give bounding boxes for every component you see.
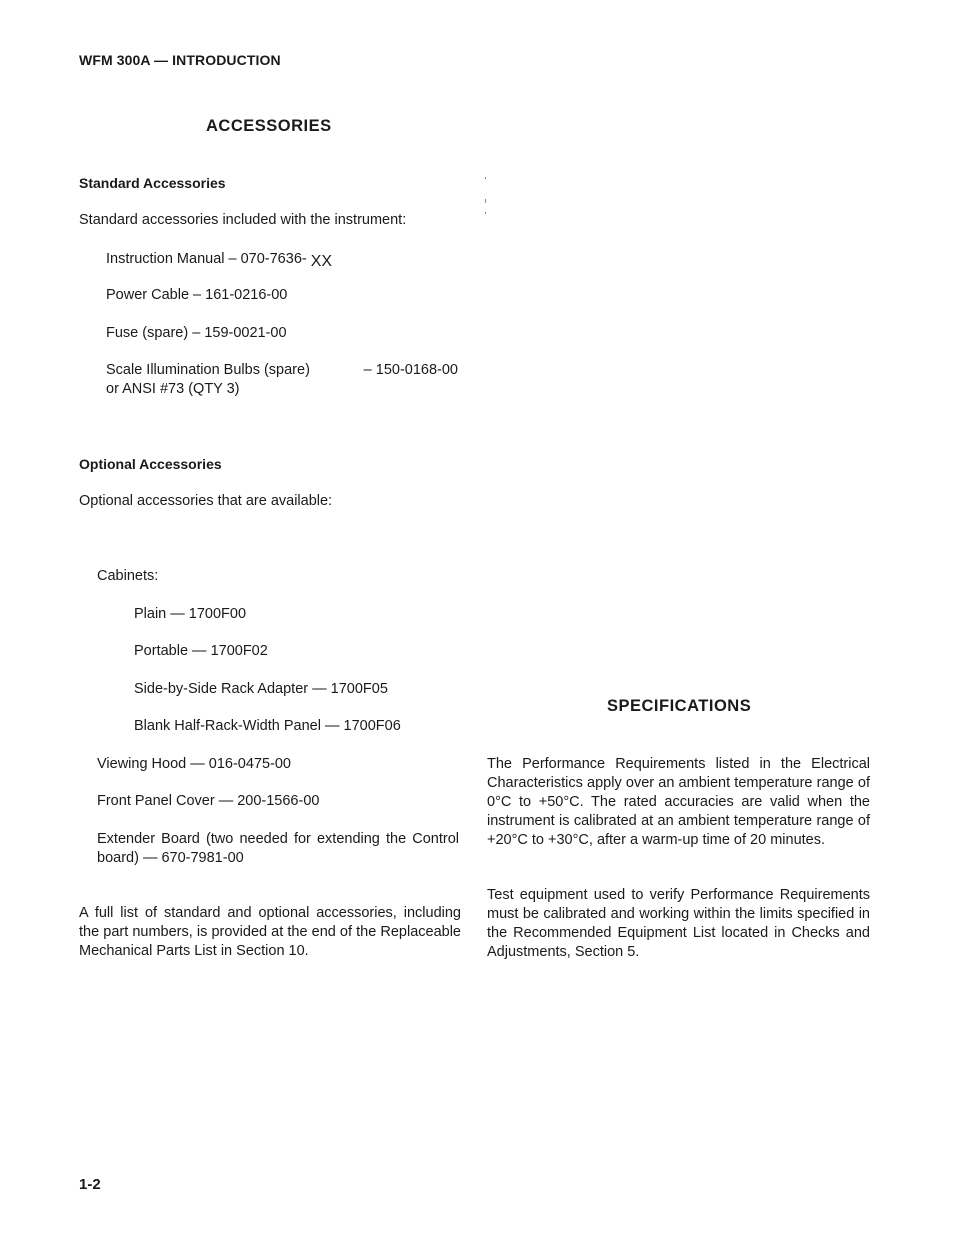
standard-accessories-heading: Standard Accessories	[79, 175, 226, 191]
instruction-manual-suffix: XX	[310, 253, 333, 270]
optional-accessories-heading: Optional Accessories	[79, 456, 222, 472]
optional-accessories-intro: Optional accessories that are available:	[79, 493, 333, 509]
bulbs-label: Scale Illumination Bulbs (spare)	[106, 362, 310, 378]
accessories-title: ACCESSORIES	[206, 117, 332, 135]
list-item-viewing-hood: Viewing Hood — 016-0475-00	[97, 756, 292, 772]
list-item-extender-board: Extender Board (two needed for extending the Control board) — 670-7981-00	[97, 831, 459, 866]
specifications-paragraph-1: The Performance Requirements listed in the Electrical Characteristics apply over an ambient temperature range of 0°C to +50°C. The rated accuracies are valid when the instrument is calibrated at an ambient temperature range of +20°C to +30°C, after a warm-up time of 20 minutes.	[487, 756, 870, 848]
bulbs-part-number: – 150-0168-00	[363, 362, 458, 378]
specifications-title: SPECIFICATIONS	[607, 697, 752, 715]
running-head: WFM 300A — INTRODUCTION	[79, 52, 281, 68]
full-list-paragraph: A full list of standard and optional accessories, including the part numbers, is provided at the end of the Replaceable Mechanical Parts List in Section 10.	[79, 905, 461, 959]
scan-speck	[485, 199, 486, 203]
scan-speck	[485, 177, 486, 179]
cabinets-label: Cabinets:	[97, 568, 159, 584]
list-item-cabinet-rack-adapter: Side-by-Side Rack Adapter — 1700F05	[134, 681, 388, 697]
list-item-cabinet-portable: Portable — 1700F02	[134, 643, 268, 659]
list-item-cabinet-plain: Plain — 1700F00	[134, 606, 247, 622]
list-item-instruction-manual	[106, 249, 332, 269]
list-item-power-cable: Power Cable – 161-0216-00	[106, 287, 288, 303]
specifications-paragraph-2: Test equipment used to verify Performance Requirements must be calibrated and working within the limits specified in the Recommended Equipment List located in Checks and Adjustments, Section 5.	[487, 887, 870, 960]
instruction-manual-text: Instruction Manual – 070-7636-	[106, 251, 307, 267]
list-item-fuse: Fuse (spare) – 159-0021-00	[106, 325, 287, 341]
list-item-front-panel-cover: Front Panel Cover — 200-1566-00	[97, 793, 320, 809]
list-item-bulbs	[106, 361, 458, 399]
list-item-cabinet-blank-panel: Blank Half-Rack-Width Panel — 1700F06	[134, 718, 401, 734]
page-number: 1-2	[79, 1176, 101, 1193]
bulbs-ansi: or ANSI #73 (QTY 3)	[106, 381, 240, 397]
scan-speck	[485, 212, 486, 214]
standard-accessories-intro: Standard accessories included with the instrument:	[79, 212, 407, 228]
